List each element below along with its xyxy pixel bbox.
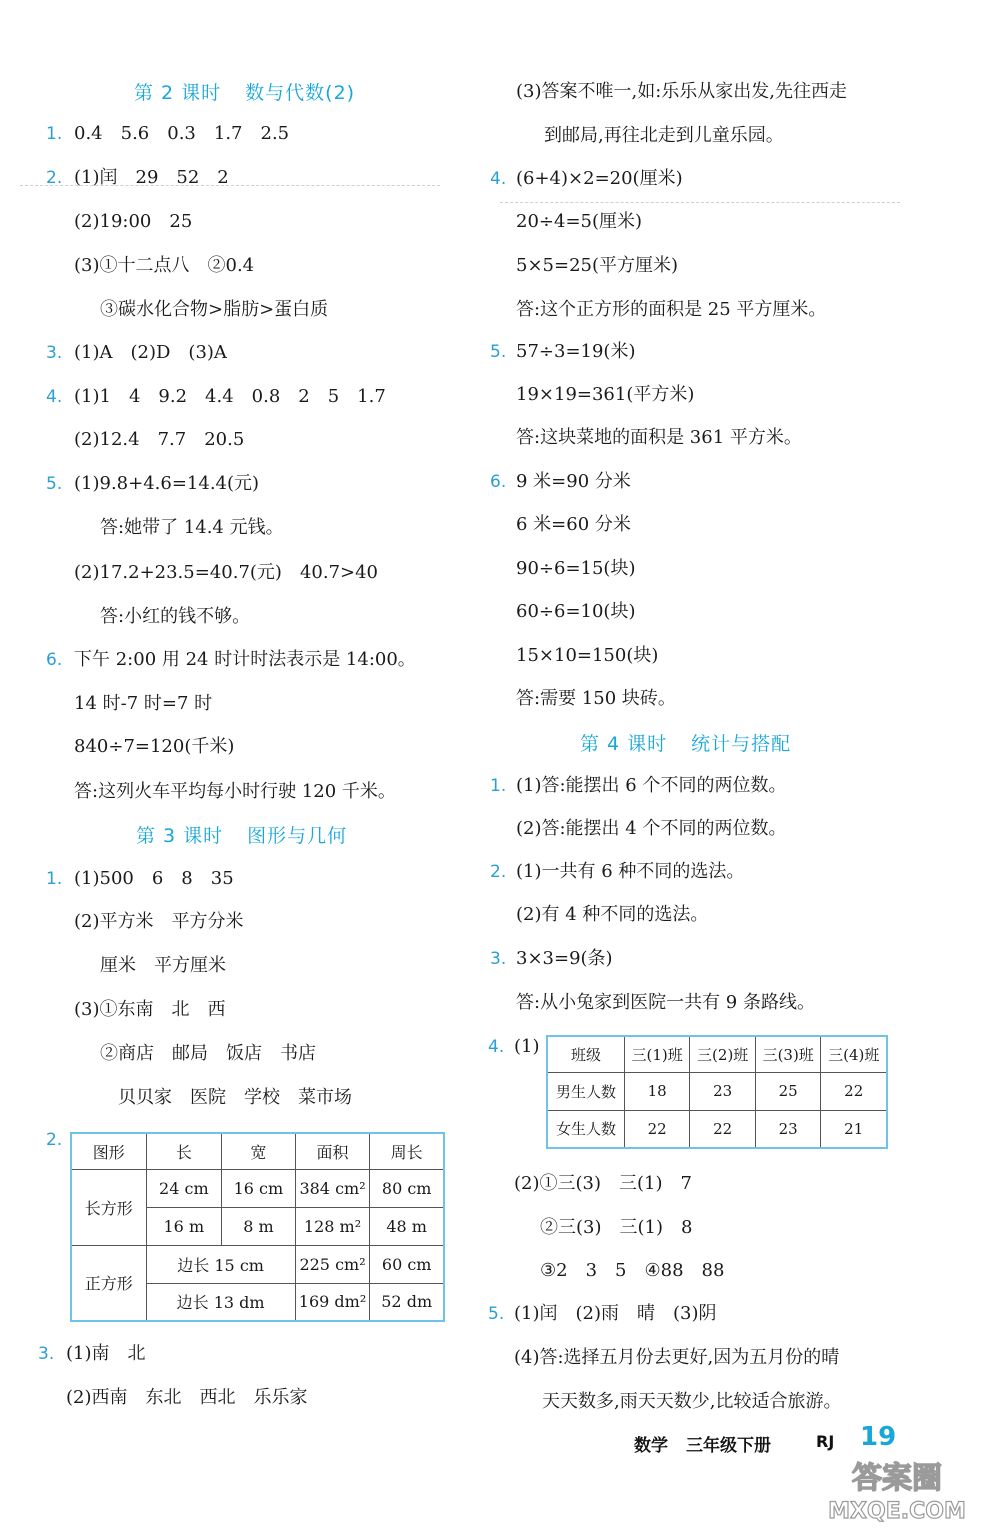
table-cell: 边长 13 dm [146, 1283, 295, 1321]
footer-grade: 三年级下册 [686, 1436, 771, 1456]
watermark-url: MXQE.COM [828, 1499, 966, 1524]
question-number: 1. [46, 124, 63, 144]
answer-line: (1)南 北 [66, 1343, 146, 1364]
table-row-label: 男生人数 [547, 1072, 624, 1110]
table-cell: 225 cm² [295, 1245, 370, 1283]
divider [500, 202, 900, 203]
answer-line: ③碳水化合物>脂肪>蛋白质 [100, 299, 329, 320]
question-number: 1. [490, 776, 507, 796]
table-cell: 384 cm² [295, 1169, 370, 1207]
answer-line: (3)答案不唯一,如:乐乐从家出发,先往西走 [516, 81, 848, 102]
answer-line: (2)19:00 25 [74, 211, 193, 232]
answer-line: 厘米 平方厘米 [100, 955, 226, 976]
table-cell: 80 cm [370, 1169, 444, 1207]
table-row-label: 正方形 [71, 1245, 146, 1321]
answer-line: (2)有 4 种不同的选法。 [516, 904, 709, 925]
table-cell: 22 [821, 1072, 887, 1110]
answer-line: ②三(3) 三(1) 8 [540, 1217, 693, 1238]
table-cell: 128 m² [295, 1207, 370, 1245]
section-heading-2: 第 2 课时 数与代数(2) [134, 82, 356, 104]
footer-subject: 数学 [634, 1436, 668, 1456]
answer-line: 5×5=25(平方厘米) [516, 255, 679, 276]
answer-line: 到邮局,再往北走到儿童乐园。 [544, 125, 784, 146]
table-cell: 23 [690, 1072, 756, 1110]
answer-line: (2)平方米 平方分米 [74, 911, 244, 932]
divider [20, 185, 440, 186]
table-cell: 边长 15 cm [146, 1245, 295, 1283]
answer-line: (1)闰 (2)雨 晴 (3)阴 [514, 1303, 717, 1324]
table-cell: 8 m [222, 1207, 296, 1245]
answer-line: (2)答:能摆出 4 个不同的两位数。 [516, 818, 787, 839]
table-header: 班级 [547, 1036, 624, 1072]
answer-line: 答:这块菜地的面积是 361 平方米。 [516, 427, 802, 448]
answer-line: 0.4 5.6 0.3 1.7 2.5 [74, 123, 290, 144]
table-header: 三(1)班 [624, 1036, 690, 1072]
table-cell: 16 cm [222, 1169, 296, 1207]
answer-line: ③2 3 5 ④88 88 [540, 1260, 725, 1281]
answer-line: 90÷6=15(块) [516, 558, 636, 579]
answer-line: (1) [514, 1036, 540, 1057]
table-header: 三(2)班 [690, 1036, 756, 1072]
question-number: 3. [46, 343, 63, 363]
page-number: 19 [860, 1422, 897, 1452]
table-cell: 16 m [146, 1207, 222, 1245]
answer-line: (6+4)×2=20(厘米) [516, 168, 683, 189]
answer-line: 答:这个正方形的面积是 25 平方厘米。 [516, 299, 827, 320]
answer-line: (1)9.8+4.6=14.4(元) [74, 473, 260, 494]
answer-line: (2)17.2+23.5=40.7(元) 40.7>40 [74, 562, 379, 583]
answer-line: 20÷4=5(厘米) [516, 211, 643, 232]
question-number: 4. [488, 1037, 505, 1057]
answer-line: (1)答:能摆出 6 个不同的两位数。 [516, 775, 787, 796]
table-header: 长 [146, 1133, 222, 1169]
answer-line: (2)12.4 7.7 20.5 [74, 429, 245, 450]
answer-line: 14 时-7 时=7 时 [74, 693, 213, 714]
section-heading-3: 第 3 课时 图形与几何 [136, 825, 348, 847]
answer-line: (1)A (2)D (3)A [74, 342, 227, 363]
table-cell: 25 [755, 1072, 821, 1110]
answer-line: (2)①三(3) 三(1) 7 [514, 1173, 692, 1194]
footer [634, 1431, 789, 1456]
footer-edition: RJ [816, 1432, 835, 1451]
answer-line: (1)500 6 8 35 [74, 868, 234, 889]
answer-line: ②商店 邮局 饭店 书店 [100, 1043, 316, 1064]
answer-line: 贝贝家 医院 学校 菜市场 [118, 1087, 352, 1108]
question-number: 1. [46, 869, 63, 889]
question-number: 2. [490, 862, 507, 882]
answer-line: (1)一共有 6 种不同的选法。 [516, 861, 745, 882]
answer-line: (1)闰 29 52 2 [74, 167, 229, 188]
table-row-label: 长方形 [71, 1169, 146, 1245]
question-number: 3. [490, 949, 507, 969]
answer-line: 60÷6=10(块) [516, 601, 636, 622]
question-number: 4. [46, 387, 63, 407]
answer-line: 答:从小兔家到医院一共有 9 条路线。 [516, 992, 815, 1013]
answer-line: 57÷3=19(米) [516, 341, 636, 362]
answer-line: 答:这列火车平均每小时行驶 120 千米。 [74, 781, 396, 802]
table-cell: 18 [624, 1072, 690, 1110]
table-header: 周长 [370, 1133, 444, 1169]
table-cell: 24 cm [146, 1169, 222, 1207]
question-number: 5. [490, 342, 507, 362]
question-number: 5. [46, 474, 63, 494]
answer-line: 15×10=150(块) [516, 645, 659, 666]
answer-line: 下午 2:00 用 24 时计时法表示是 14:00。 [74, 649, 416, 670]
question-number: 2. [46, 168, 63, 188]
answer-line: 840÷7=120(千米) [74, 736, 235, 757]
table-row-label: 女生人数 [547, 1110, 624, 1148]
table-header: 三(4)班 [821, 1036, 887, 1072]
answer-line: 19×19=361(平方米) [516, 384, 695, 405]
answer-line: 6 米=60 分米 [516, 514, 631, 535]
table-cell: 22 [690, 1110, 756, 1148]
table-cell: 48 m [370, 1207, 444, 1245]
question-number: 5. [488, 1304, 505, 1324]
question-number: 6. [490, 472, 507, 492]
shape-table [70, 1132, 445, 1322]
question-number: 3. [38, 1344, 55, 1364]
table-header: 三(3)班 [755, 1036, 821, 1072]
answer-line: (2)西南 东北 西北 乐乐家 [66, 1387, 308, 1408]
answer-line: 答:需要 150 块砖。 [516, 688, 676, 709]
table-header: 面积 [295, 1133, 370, 1169]
class-table [546, 1035, 888, 1149]
answer-line: (3)①东南 北 西 [74, 999, 226, 1020]
question-number: 2. [46, 1130, 63, 1150]
table-cell: 22 [624, 1110, 690, 1148]
question-number: 4. [490, 169, 507, 189]
table-cell: 23 [755, 1110, 821, 1148]
table-cell: 52 dm [370, 1283, 444, 1321]
answer-line: (1)1 4 9.2 4.4 0.8 2 5 1.7 [74, 386, 386, 407]
answer-line: (4)答:选择五月份去更好,因为五月份的晴 [514, 1347, 840, 1368]
answer-line: 天天数多,雨天天数少,比较适合旅游。 [542, 1391, 842, 1412]
table-cell: 169 dm² [295, 1283, 370, 1321]
table-cell: 21 [821, 1110, 887, 1148]
answer-line: 答:她带了 14.4 元钱。 [100, 517, 284, 538]
answer-line: 答:小红的钱不够。 [100, 606, 251, 627]
table-header: 宽 [222, 1133, 296, 1169]
answer-line: (3)①十二点八 ②0.4 [74, 255, 255, 276]
answer-line: 3×3=9(条) [516, 948, 613, 969]
question-number: 6. [46, 650, 63, 670]
answer-line: 9 米=90 分米 [516, 471, 631, 492]
table-header: 图形 [71, 1133, 146, 1169]
watermark-text: 答案圈 [852, 1461, 942, 1496]
watermark-logo [822, 1456, 972, 1526]
section-heading-4: 第 4 课时 统计与搭配 [580, 733, 792, 755]
table-cell: 60 cm [370, 1245, 444, 1283]
